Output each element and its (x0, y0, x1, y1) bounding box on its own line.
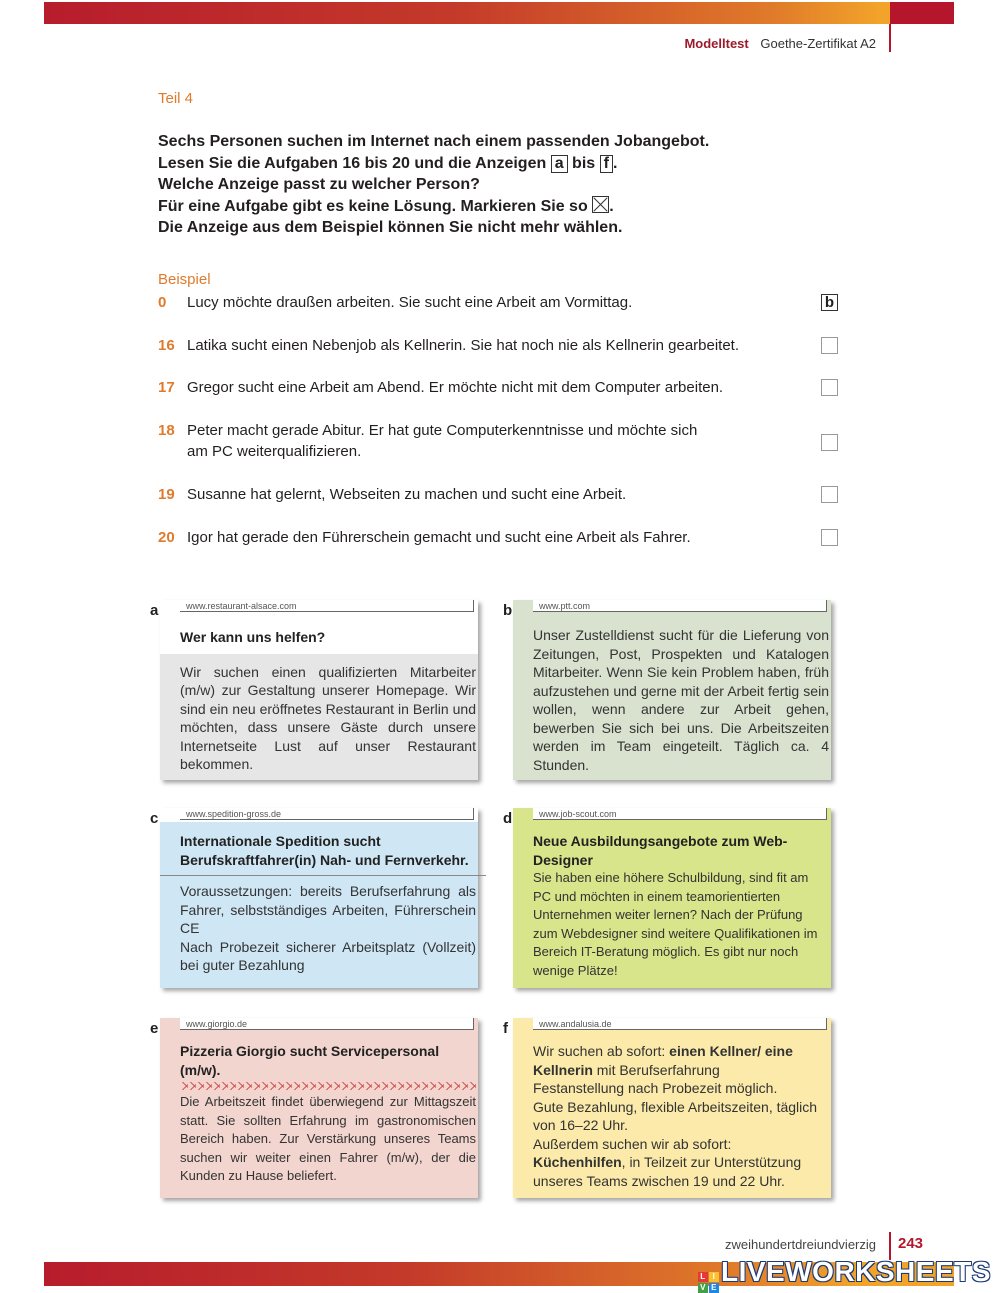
task-text: Igor hat gerade den Führerschein gemacht und sucht eine Arbeit als Fahrer. (187, 529, 691, 546)
task-18 (158, 420, 718, 462)
instruction-line-2: Lesen Sie die Aufgaben 16 bis 20 und die Anzeigen a bis f . (158, 154, 618, 172)
task-number: 19 (158, 486, 175, 503)
ad-e (150, 1018, 478, 1198)
answer-box-0: b (821, 294, 838, 311)
ad-title: Wer kann uns helfen? (180, 629, 326, 645)
page-header (684, 36, 876, 51)
ad-f (503, 1018, 831, 1198)
ad-card (513, 600, 831, 780)
ad-letter: a (150, 602, 159, 619)
ad-url: www.ptt.com (533, 600, 827, 612)
ad-title: Neue Ausbildungsangebote zum Web-Designer (533, 833, 788, 868)
top-color-bar (44, 2, 954, 24)
ad-letter: d (503, 810, 513, 827)
ad-title: Pizzeria Giorgio sucht Servicepersonal (m/w). (180, 1043, 440, 1078)
instruction-line-4: Für eine Aufgabe gibt es keine Lösung. Markieren Sie so . (158, 197, 614, 215)
task-text: Susanne hat gelernt, Webseiten zu machen und sucht eine Arbeit. (187, 486, 627, 503)
top-color-bar-end (890, 2, 954, 24)
ad-d (503, 808, 831, 988)
ad-paragraph-4: Außerdem suchen wir ab sofort: (533, 1135, 732, 1152)
section-title: Teil 4 (158, 90, 194, 107)
task-text: Gregor sucht eine Arbeit am Abend. Er möchte nicht mit dem Computer arbeiten. (187, 379, 724, 396)
ad-ref-a: a (551, 155, 568, 173)
answer-box-17[interactable] (821, 379, 838, 396)
task-number: 0 (158, 294, 167, 311)
ad-text: Die Arbeitszeit findet überwiegend zur Mittagszeit statt. Sie sollten Erfahrung im gastronomischen Bereich haben. Zur Verstärkung unseres Teams suchen wir weiter einen Fahrer (m/w), der die Kunden zu Hause beliefert. (180, 1094, 476, 1183)
ad-text-1: Voraussetzungen: bereits Berufserfahrung als Fahrer, selbstständiges Arbeiten, Führerschein CE (180, 883, 476, 936)
task-0 (158, 292, 758, 313)
task-19 (158, 484, 758, 505)
ad-paragraph-2: Festanstellung nach Probezeit möglich. (533, 1080, 778, 1096)
answer-box-20[interactable] (821, 529, 838, 546)
ad-paragraph-1: Wir suchen ab sofort: einen Kellner/ eine Kellnerin mit Berufserfahrung (533, 1043, 793, 1078)
ad-text-2: Nach Probezeit sicherer Arbeitsplatz (Vollzeit) bei guter Bezahlung (180, 938, 476, 973)
instruction-line-1: Sechs Personen suchen im Internet nach einem passenden Jobangebot. (158, 133, 710, 150)
ad-body (533, 1042, 829, 1190)
answer-box-19[interactable] (821, 486, 838, 503)
example-label: Beispiel (158, 271, 211, 288)
ad-ref-f: f (600, 155, 613, 173)
ad-title: Internationale Spedition sucht Berufskraftfahrer(in) Nah- und Fernverkehr. (180, 833, 469, 868)
zigzag-divider (180, 1082, 476, 1090)
task-number: 20 (158, 529, 175, 546)
ad-text: Wir suchen einen qualifizierten Mitarbeiter (m/w) zur Gestaltung unserer Homepage. Wir sind ein neu eröffnetes Restaurant in Berlin und möchten, dass unsere Gäste durch unsere Internetseite Lust auf unser Restaurant bekommen. (180, 663, 476, 772)
ad-b (503, 600, 831, 780)
ad-url: www.andalusia.de (533, 1018, 827, 1030)
ad-paragraph-3: Gute Bezahlung, flexible Arbeitszeiten, täglich von 16–22 Uhr. (533, 1098, 818, 1133)
ad-a (150, 600, 478, 780)
header-divider (889, 24, 891, 52)
ad-card (513, 808, 831, 988)
ad-letter: c (150, 810, 159, 827)
ad-url: www.spedition-gross.de (180, 808, 474, 820)
ad-paragraph-5: Küchenhilfen, in Teilzeit zur Unterstützung unseres Teams zwischen 19 und 22 Uhr. (533, 1154, 802, 1189)
page-number-word: zweihundertdreiundvierzig (724, 1237, 876, 1252)
ad-letter: b (503, 602, 513, 619)
task-number: 18 (158, 422, 175, 439)
ad-c (150, 808, 478, 988)
task-text: Latika sucht einen Nebenjob als Kellnerin. Sie hat noch nie als Kellnerin gearbeitet. (187, 337, 740, 354)
ad-body (180, 1042, 476, 1186)
task-20 (158, 527, 758, 548)
instruction-line-3: Welche Anzeige passt zu welcher Person? (158, 176, 480, 193)
ad-body (533, 832, 829, 980)
ad-text: Sie haben eine höhere Schulbildung, sind fit am PC und möchten in einem teamorientierten Unternehmen weiter lernen? Nach der Prüfung zum Webdesigner sind weitere Qualifikationen im Bereich IT-Beratung möglich. Es gibt nur noch wenige Plätze! (533, 870, 818, 978)
instructions (158, 131, 798, 239)
liveworksheets-logo-icon: L I V E (698, 1272, 719, 1293)
task-number: 16 (158, 337, 175, 354)
page-number: 243 (898, 1235, 924, 1252)
ad-letter: f (503, 1020, 508, 1037)
task-text: Lucy möchte draußen arbeiten. Sie sucht eine Arbeit am Vormittag. (187, 294, 633, 311)
ad-url: www.job-scout.com (533, 808, 827, 820)
ad-body (180, 832, 476, 975)
ad-url: www.giorgio.de (180, 1018, 474, 1030)
ad-text: Unser Zustelldienst sucht für die Lieferung von Zeitungen, Post, Prospekten und Katalogen Mitarbeiter. Wenn Sie kein Problem haben, früh aufzustehen und gerne mit der Arbeit fertig sein wollen, wenn andere zur Arbeit gehen, bewerben Sie sich bei uns. Die Arbeitszeiten werden im Team eingeteilt. Täglich ca. 4 Stunden. (533, 627, 829, 773)
task-number: 17 (158, 379, 175, 396)
ad-card (160, 808, 478, 988)
header-certificate: Goethe-Zertifikat A2 (760, 36, 876, 51)
ad-body (180, 628, 476, 774)
liveworksheets-text: LIVEWORKSHEETS (721, 1256, 991, 1287)
task-text: Peter macht gerade Abitur. Er hat gute Computerkenntnisse und möchte sich am PC weiterqualifizieren. (187, 422, 698, 460)
ad-url: www.restaurant-alsace.com (180, 600, 474, 612)
crossed-box-icon (592, 196, 609, 213)
answer-box-16[interactable] (821, 337, 838, 354)
ad-card (160, 1018, 478, 1198)
liveworksheets-watermark (698, 1256, 991, 1293)
instruction-line-5: Die Anzeige aus dem Beispiel können Sie nicht mehr wählen. (158, 219, 623, 236)
ad-letter: e (150, 1020, 159, 1037)
ad-card (160, 600, 478, 780)
task-16 (158, 335, 758, 356)
header-modelltest: Modelltest (684, 36, 749, 51)
answer-box-18[interactable] (821, 434, 838, 451)
task-17 (158, 377, 758, 398)
ad-card (513, 1018, 831, 1198)
ad-separator (160, 875, 486, 876)
